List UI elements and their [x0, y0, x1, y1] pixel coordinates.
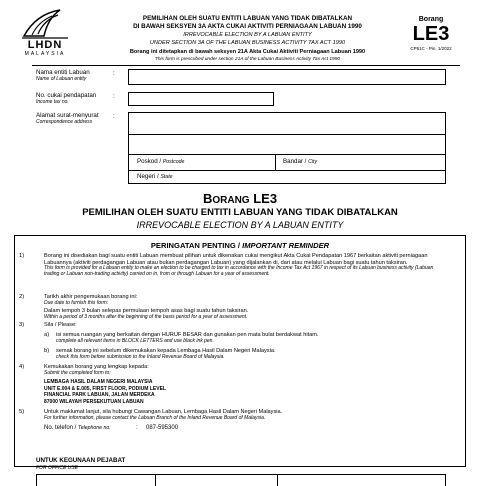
item-3b: semak borang ini sebelum dikemukakan kepada Lembaga Hasil Dalam Negeri Malaysia. check this form before submission to the Inland Revenue Board of Malaysia. [56, 348, 276, 360]
header-line3: IRREVOCABLE ELECTION BY A LABUAN ENTITY [183, 32, 312, 38]
item-1-num: 1) [19, 253, 25, 259]
phone-value: 087-595300 [146, 425, 179, 431]
logo-brand: LHDN [27, 39, 63, 51]
submission-address [44, 379, 166, 405]
item-4-num: 4) [19, 364, 25, 370]
item-2: Tarikh akhir pengemukaan borang ini: Due date to furnish this form: [44, 294, 138, 306]
address-line: LEMBAGA HASIL DALAM NEGERI MALAYSIA [44, 379, 153, 385]
entity-name-label: Nama entiti Labuan Name of Labuan entity [36, 69, 90, 82]
address-colon: : [113, 114, 115, 120]
office-use-label: UNTUK KEGUNAAN PEJABAT [36, 457, 126, 464]
postcode-field[interactable] [132, 155, 274, 170]
item-2-detail: Dalam tempoh 3 bulan selepas permulaan tempoh asas bagi suatu tahun taksiran. Within a period of 3 months after the beginning of the basis period for a year of assessment. [44, 308, 249, 320]
item-3a: isi semua ruangan yang berkaitan dengan HURUF BESAR dan gunakan pen mata bulat berdakwat hitam. complete all relevant items in BLOCK LETTERS and use black ink pen. [56, 332, 319, 344]
postcode-label: Poskod / Postcode [137, 158, 185, 165]
entity-name-colon: : [113, 71, 115, 77]
form-title: BORANG LE3 [202, 191, 278, 206]
tax-no-colon: : [113, 94, 115, 100]
form-code: LE3 [412, 23, 450, 45]
city-field[interactable] [278, 155, 444, 170]
header-line1: PEMILIHAN OLEH SUATU ENTITI LABUAN YANG TIDAK DIBATALKAN [142, 15, 353, 22]
item-5: Untuk maklumat lanjut, sila hubungi Cawangan Labuan, Lembaga Hasil Dalam Negeri Malaysia. For further information, please contact the Labuan Branch of the Inland Revenue Board of Malaysia. [44, 409, 283, 421]
tax-no-field[interactable] [128, 92, 274, 106]
item-1: Borang ini disediakan bagi suatu entiti Labuan membuat pilihan untuk dikenakan cukai mengikut Akta Cukai Pendapatan 1967 berkaitan aktiviti perniagaan Labuannya (aktiviti perdagangan Labuan atau bukan perdagangan Labuan) yang dijalankan di, dari atau melalui Labuan bagi suatu tahun taksiran. This form is provided for a Labuan entity to make an election to be charged to tax in accordance with the Income Tax Act 1967 in respect of its Labuan business activity (Labuan trading or Labuan non-trading activity) carried on in, from or through Labuan for a year of assessment. [44, 253, 434, 277]
tax-no-label: No. cukai pendapatan Income tax no. [36, 92, 97, 105]
lhdn-logo [14, 6, 76, 58]
header-line4: UNDER SECTION 3A OF THE LABUAN BUSINESS ACTIVITY TAX ACT 1990 [149, 40, 346, 46]
form-sub-title: IRREVOCABLE ELECTION BY A LABUAN ENTITY [136, 220, 344, 230]
item-3a-num: a) [44, 332, 50, 338]
phone-colon: : [136, 425, 138, 431]
header-line6: This form is prescribed under section 21A of the Labuan Business Activity Tax Act 1990 [154, 57, 341, 62]
borang-label: Borang [418, 16, 444, 23]
reminder-heading: PERINGATAN PENTING / IMPORTANT REMINDER [150, 241, 330, 250]
office-use-label-en: FOR OFFICE USE [36, 465, 78, 471]
item-4: Kemukakan borang yang lengkap kepada: Submit the completed form to: [44, 364, 149, 376]
header-line5: Borang ini ditetapkan di bawah seksyen 21A Akta Cukai Aktiviti Perniagaan Labuan 1990 [129, 49, 366, 55]
logo-country: MALAYSIA [24, 51, 66, 57]
item-3: Sila / Please: [44, 322, 77, 328]
item-3b-num: b) [44, 348, 50, 354]
office-use-box [36, 474, 446, 486]
city-label: Bandar / City [283, 158, 318, 165]
lhdn-emblem-icon [14, 6, 76, 40]
phone-line: No. telefon / Telephone no. [44, 425, 111, 431]
item-5-num: 5) [19, 409, 25, 415]
address-line: 87000 WILAYAH PERSEKUTUAN LABUAN [44, 398, 144, 405]
state-field[interactable] [190, 171, 444, 183]
form-main-title: PEMILIHAN OLEH SUATU ENTITI LABUAN YANG TIDAK DIBATALKAN [82, 207, 398, 218]
header-divider [32, 65, 460, 66]
address-line: UNIT E.004 & E.005, FIRST FLOOR, PODIUM LEVEL [44, 385, 166, 392]
item-3-num: 3) [19, 322, 25, 328]
state-label: Negeri / State [137, 173, 173, 180]
address-line: FINANCIAL PARK LABUAN, JALAN MERDEKA [44, 392, 155, 398]
form-ref: CP51C - Pin. 1/2022 [410, 46, 452, 51]
entity-name-field[interactable] [128, 69, 446, 85]
address-label: Alamat surat-menyurat Correspondence address [36, 112, 99, 125]
item-2-num: 2) [19, 294, 25, 300]
header-line2: DI BAWAH SEKSYEN 3A AKTA CUKAI AKTIVITI PERNIAGAAN LABUAN 1990 [133, 23, 362, 30]
